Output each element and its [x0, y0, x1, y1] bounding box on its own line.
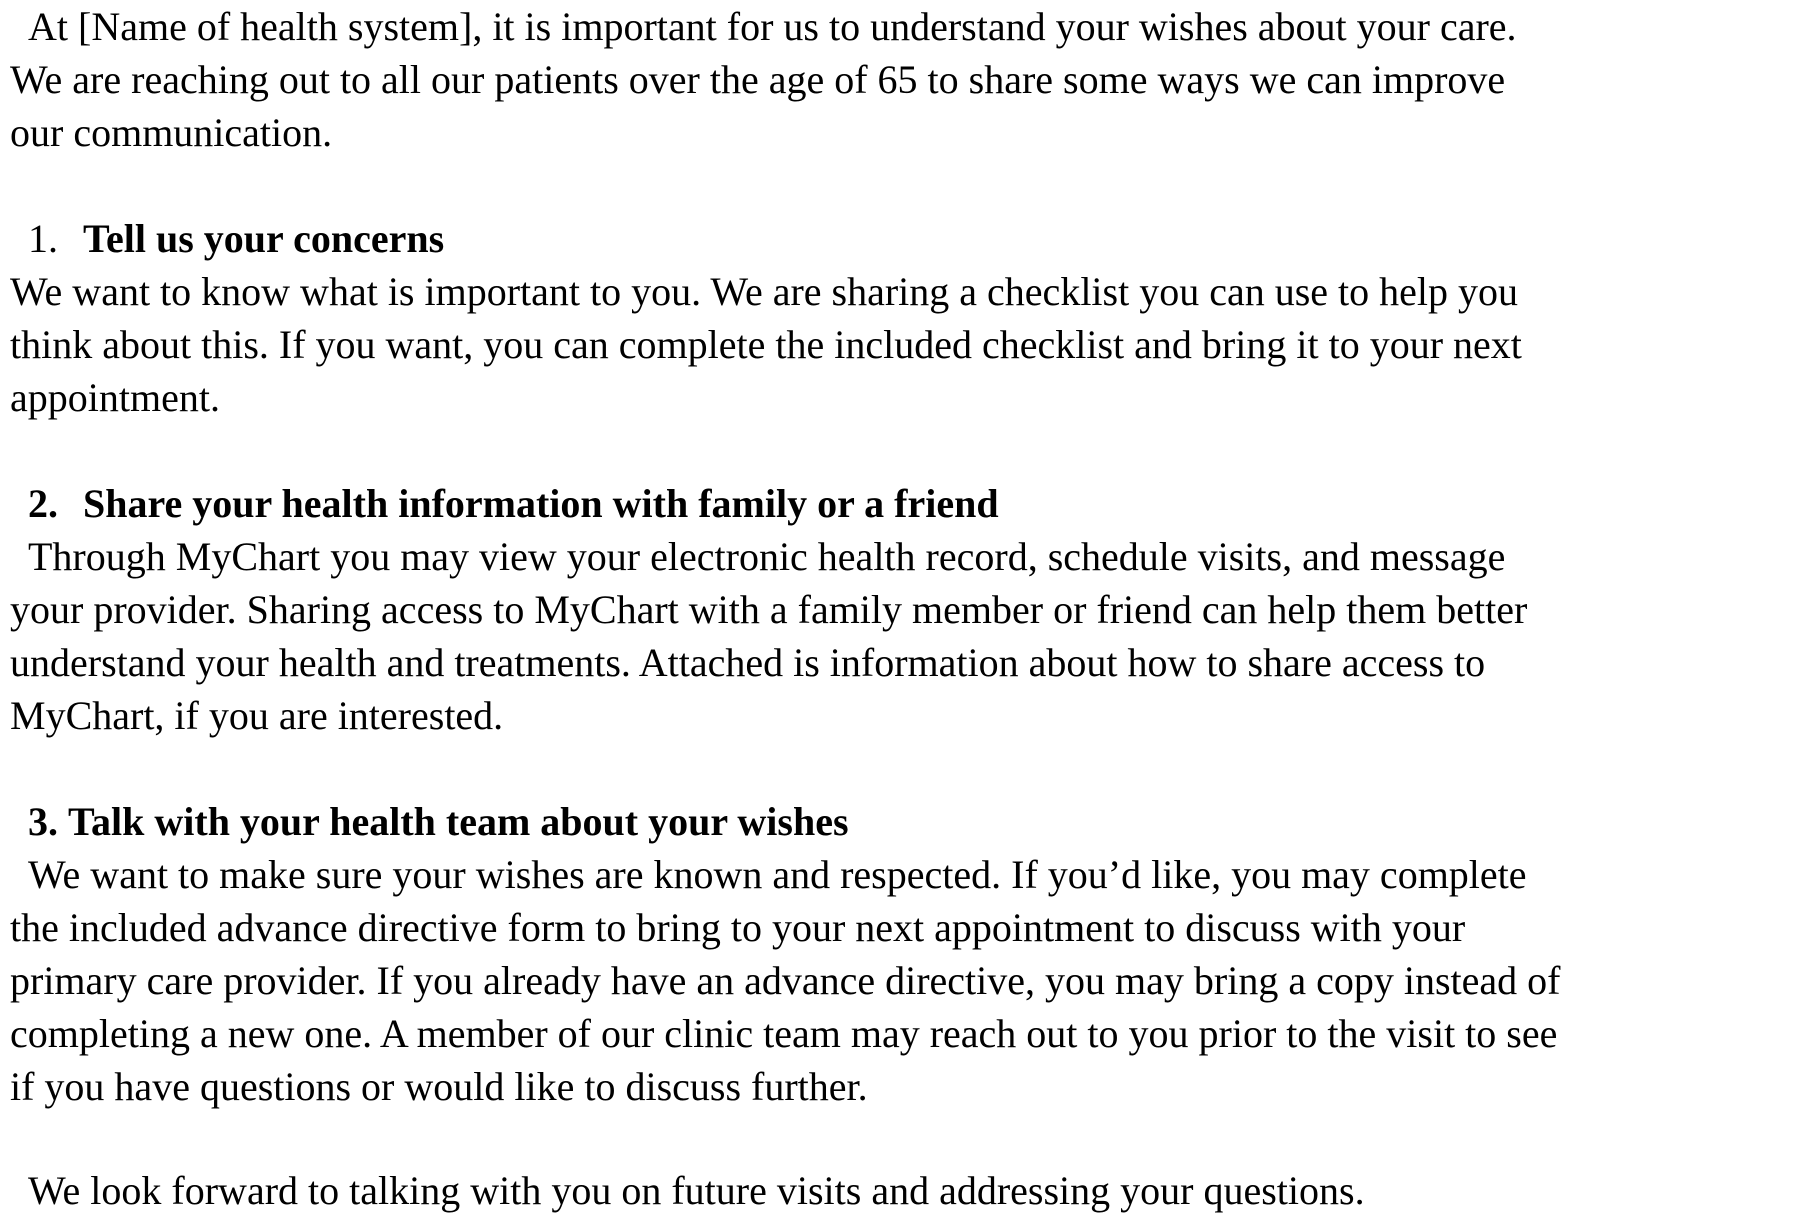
section-1-title: Tell us your concerns	[83, 216, 445, 261]
section-3-title: Talk with your health team about your wishes	[68, 799, 849, 844]
section-3-line-4: completing a new one. A member of our clinic team may reach out to you prior to the visit to see	[10, 1011, 1558, 1056]
section-2-title: Share your health information with family or a friend	[83, 481, 999, 526]
section-2-line-3: understand your health and treatments. Attached is information about how to share access to	[10, 640, 1486, 685]
section-2-number: 2.	[28, 481, 58, 526]
section-1-heading	[28, 212, 444, 265]
section-3-number: 3.	[28, 799, 58, 844]
section-2-line-2: your provider. Sharing access to MyChart with a family member or friend can help them better	[10, 587, 1528, 632]
intro-line-2: We are reaching out to all our patients over the age of 65 to share some ways we can improve	[10, 57, 1506, 102]
section-3-line-3: primary care provider. If you already have an advance directive, you may bring a copy instead of	[10, 958, 1561, 1003]
section-1-line-3: appointment.	[10, 375, 220, 420]
section-3-line-2: the included advance directive form to bring to your next appointment to discuss with your	[10, 905, 1466, 950]
section-1-line-2: think about this. If you want, you can complete the included checklist and bring it to your next	[10, 322, 1522, 367]
section-3-heading	[28, 795, 849, 848]
section-3-line-5: if you have questions or would like to discuss further.	[10, 1064, 868, 1109]
section-2-line-4: MyChart, if you are interested.	[10, 693, 504, 738]
intro-line-3: our communication.	[10, 110, 333, 155]
section-2-line-1: Through MyChart you may view your electronic health record, schedule visits, and message	[28, 534, 1506, 579]
section-1-line-1: We want to know what is important to you. We are sharing a checklist you can use to help you	[10, 269, 1519, 314]
section-2-heading	[28, 477, 999, 530]
closing-line: We look forward to talking with you on future visits and addressing your questions.	[28, 1168, 1365, 1213]
intro-line-1: At [Name of health system], it is important for us to understand your wishes about your care.	[28, 4, 1517, 49]
section-3-line-1: We want to make sure your wishes are known and respected. If you’d like, you may complete	[28, 852, 1527, 897]
section-1-number: 1.	[28, 216, 58, 261]
